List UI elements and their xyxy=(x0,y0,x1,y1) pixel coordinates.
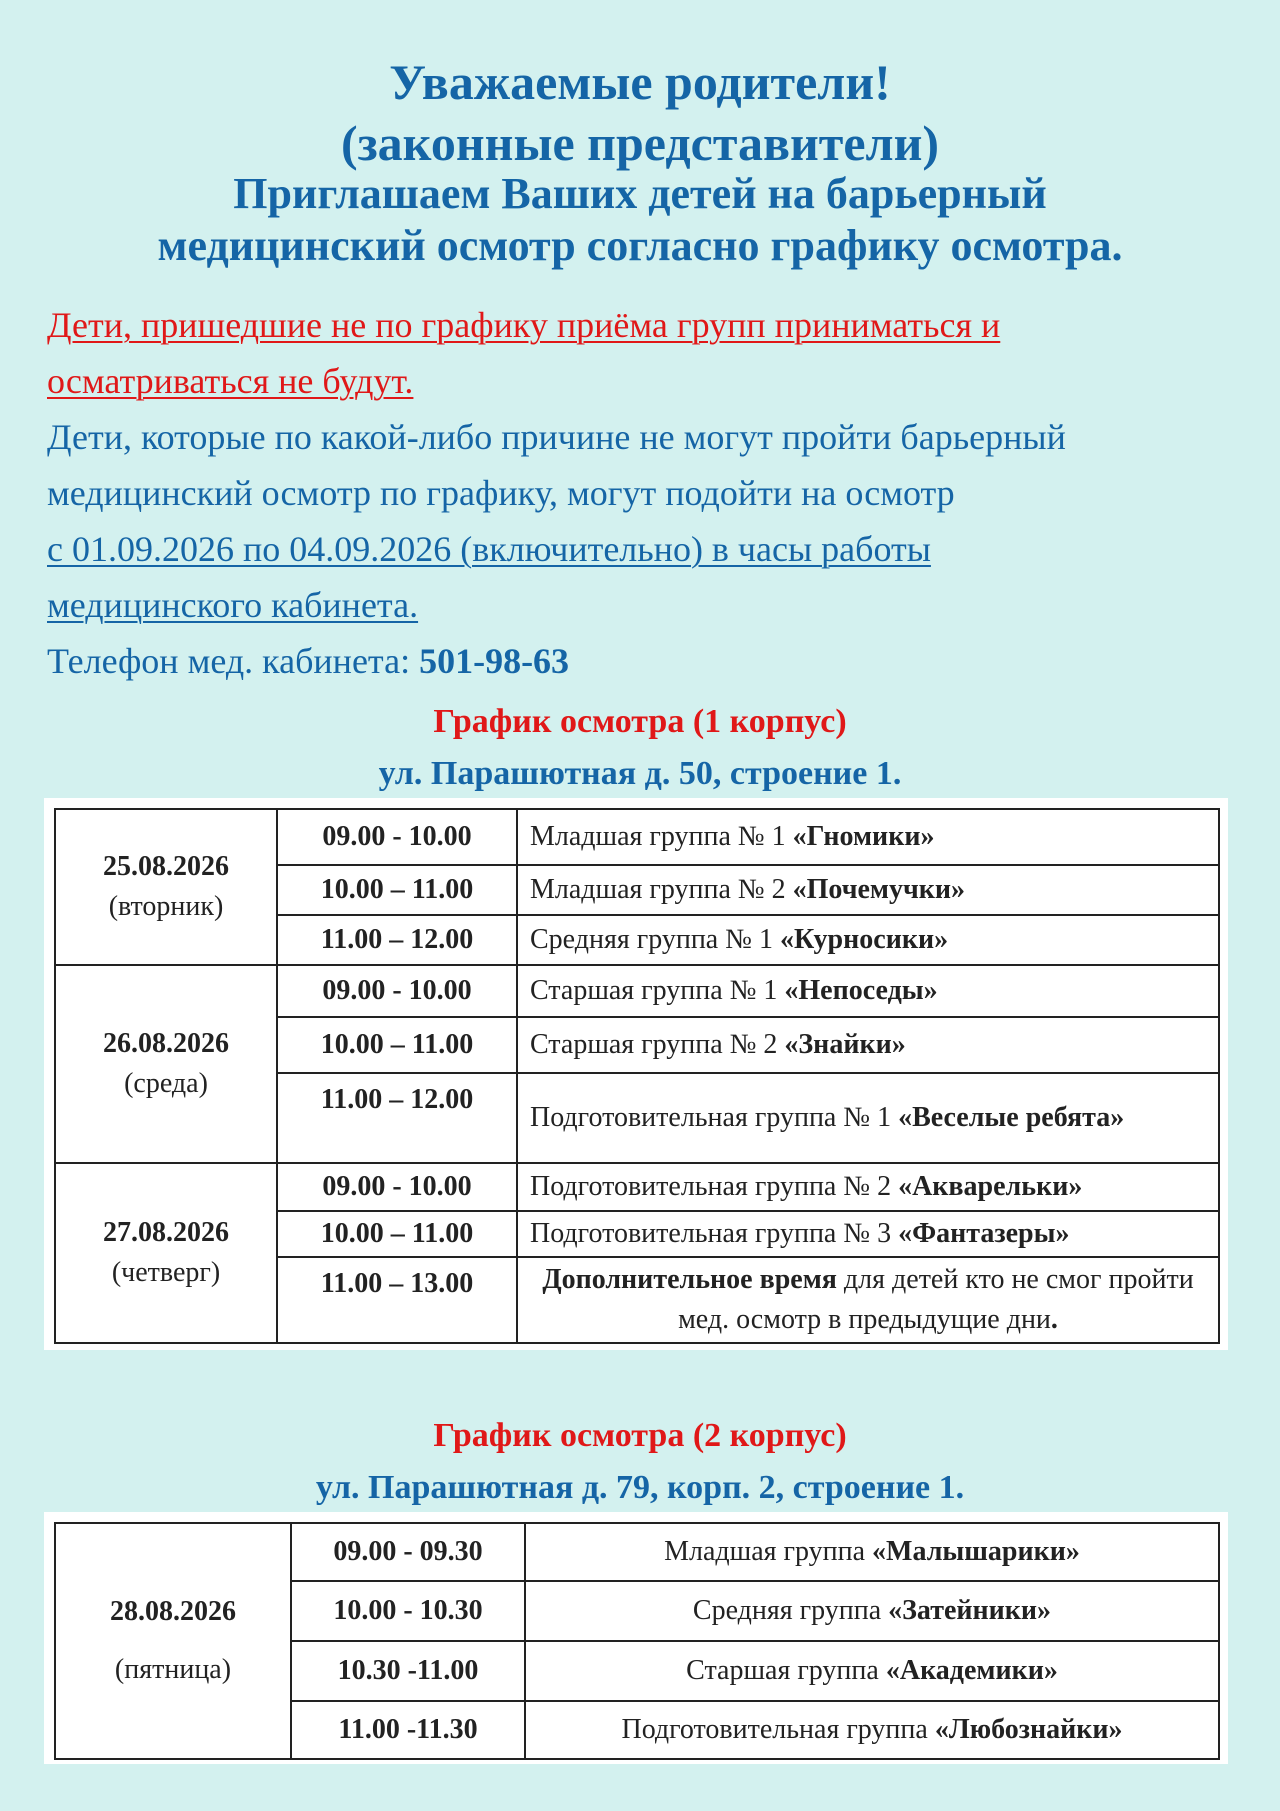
time-cell: 09.00 - 10.00 xyxy=(277,965,517,1017)
time-cell: 09.00 - 10.00 xyxy=(277,809,517,865)
schedule-2-address: ул. Парашютная д. 79, корп. 2, строение 1. xyxy=(315,1469,965,1506)
invitation-line-1: Приглашаем Ваших детей на барьерный xyxy=(233,169,1047,218)
schedule-1-title: График осмотра (1 корпус) xyxy=(433,703,847,740)
time-cell: 10.00 – 11.00 xyxy=(277,1211,517,1257)
group-name: «Любознайки» xyxy=(934,1714,1123,1745)
time-cell: 10.30 -11.00 xyxy=(291,1641,525,1701)
date-cell xyxy=(55,809,277,965)
group-label: Старшая группа № 2 xyxy=(530,1029,785,1060)
warning-line-1: Дети, пришедшие не по графику приёма групп приниматься и xyxy=(47,305,1001,345)
info-line-4: медицинского кабинета. xyxy=(47,585,419,625)
group-label: Старшая группа № 1 xyxy=(530,975,785,1006)
group-cell xyxy=(517,1073,1219,1163)
weekday-text: (четверг) xyxy=(111,1257,221,1288)
date-cell xyxy=(55,1163,277,1343)
time-cell: 11.00 – 12.00 xyxy=(277,1073,517,1163)
phone-label: Телефон мед. кабинета: xyxy=(47,641,420,681)
group-label: Младшая группа xyxy=(664,1536,873,1567)
extra-time-period: . xyxy=(1050,1304,1058,1335)
group-label: Младшая группа № 2 xyxy=(530,874,793,905)
table-row xyxy=(55,809,1219,865)
time-cell: 09.00 - 09.30 xyxy=(291,1523,525,1581)
schedule-2-title: График осмотра (2 корпус) xyxy=(433,1417,847,1454)
group-label: Подготовительная группа xyxy=(621,1714,935,1745)
group-cell xyxy=(517,1211,1219,1257)
phone-number: 501-98-63 xyxy=(419,641,570,681)
group-label: Младшая группа № 1 xyxy=(530,821,793,852)
schedule-2-table xyxy=(54,1522,1220,1760)
group-cell xyxy=(525,1701,1219,1759)
extra-time-label: Дополнительное время xyxy=(542,1264,837,1295)
group-name: «Акварельки» xyxy=(898,1171,1083,1202)
table-row xyxy=(55,965,1219,1017)
info-line-2: медицинский осмотр по графику, могут подойти на осмотр xyxy=(47,473,955,513)
time-cell: 11.00 – 13.00 xyxy=(277,1257,517,1343)
group-name: «Знайки» xyxy=(784,1029,906,1060)
greeting-subtitle: (законные представители) xyxy=(340,115,940,171)
time-cell: 09.00 - 10.00 xyxy=(277,1163,517,1211)
schedule-2-panel xyxy=(44,1512,1228,1764)
group-name: «Гномики» xyxy=(792,821,935,852)
group-name: «Фантазеры» xyxy=(898,1218,1070,1249)
time-cell: 10.00 – 11.00 xyxy=(277,1017,517,1073)
group-cell xyxy=(525,1523,1219,1581)
group-name: «Малышарики» xyxy=(872,1536,1080,1567)
info-dates-line: с 01.09.2026 по 04.09.2026 (включительно) в часы работы xyxy=(47,529,931,569)
group-label: Подготовительная группа № 1 xyxy=(530,1102,899,1133)
group-cell xyxy=(517,1017,1219,1073)
time-cell: 10.00 - 10.30 xyxy=(291,1581,525,1641)
table-row xyxy=(55,1163,1219,1211)
date-cell xyxy=(55,965,277,1163)
group-cell xyxy=(517,965,1219,1017)
group-cell xyxy=(517,809,1219,865)
group-name: «Затейники» xyxy=(888,1595,1052,1626)
time-cell: 11.00 -11.30 xyxy=(291,1701,525,1759)
invitation-line-2: медицинский осмотр согласно графику осмотра. xyxy=(157,221,1123,270)
greeting-title: Уважаемые родители! xyxy=(389,54,891,110)
schedule-1-table xyxy=(54,808,1220,1344)
phone-line xyxy=(47,633,569,689)
extra-time-text: для детей кто не смог пройти мед. осмотр в предыдущие дни xyxy=(678,1264,1194,1335)
schedule-1-panel xyxy=(44,798,1228,1350)
group-name: «Веселые ребята» xyxy=(898,1102,1125,1133)
group-name: «Почемучки» xyxy=(792,874,966,905)
schedule-1-address: ул. Парашютная д. 50, строение 1. xyxy=(378,755,902,792)
group-cell xyxy=(525,1581,1219,1641)
date-text: 26.08.2026 xyxy=(103,1028,229,1059)
group-name: «Непоседы» xyxy=(784,975,938,1006)
time-cell: 10.00 – 11.00 xyxy=(277,865,517,915)
weekday-text: (вторник) xyxy=(108,891,224,922)
weekday-text: (среда) xyxy=(124,1068,208,1099)
group-label: Подготовительная группа № 2 xyxy=(530,1171,899,1202)
group-name: «Курносики» xyxy=(779,924,949,955)
time-cell: 11.00 – 12.00 xyxy=(277,915,517,965)
extra-time-cell xyxy=(517,1257,1219,1343)
table-row xyxy=(55,1523,1219,1581)
group-cell xyxy=(525,1641,1219,1701)
info-line-1: Дети, которые по какой-либо причине не могут пройти барьерный xyxy=(47,417,1066,457)
date-cell xyxy=(55,1523,291,1759)
warning-line-2: осматриваться не будут. xyxy=(47,361,414,401)
group-label: Старшая группа xyxy=(686,1655,886,1686)
group-label: Средняя группа № 1 xyxy=(530,924,780,955)
group-cell xyxy=(517,915,1219,965)
group-label: Средняя группа xyxy=(692,1595,889,1626)
date-text: 25.08.2026 xyxy=(103,851,229,882)
date-text: 28.08.2026 xyxy=(110,1596,236,1627)
date-text: 27.08.2026 xyxy=(103,1217,229,1248)
group-label: Подготовительная группа № 3 xyxy=(530,1218,899,1249)
group-cell xyxy=(517,1163,1219,1211)
group-name: «Академики» xyxy=(885,1655,1058,1686)
group-cell xyxy=(517,865,1219,915)
weekday-text: (пятница) xyxy=(114,1654,232,1685)
